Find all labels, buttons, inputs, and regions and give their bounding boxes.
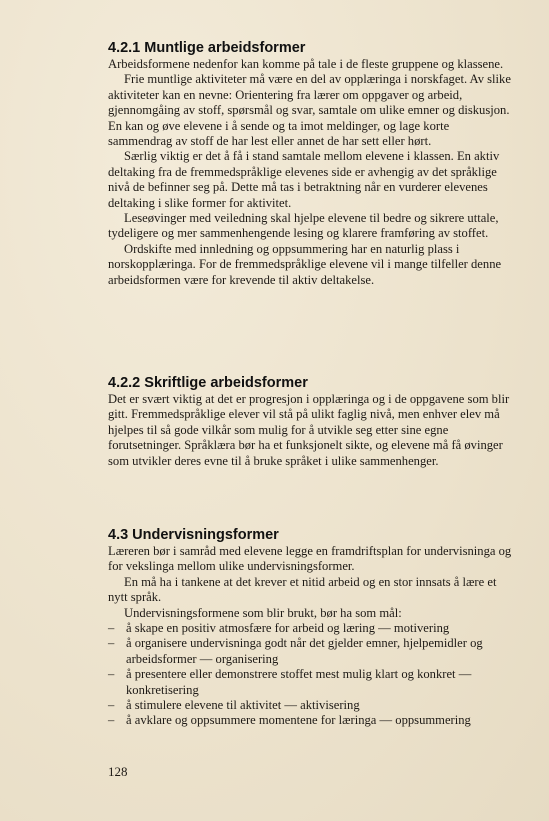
list-item xyxy=(108,667,516,698)
list-item-text: å presentere eller demonstrere stoffet mest mulig klart og konkret — konkretisering xyxy=(126,667,472,697)
dash-bullet: – xyxy=(108,667,115,682)
paragraph: Leseøvinger med veiledning skal hjelpe elevene til bedre og sikrere uttale, tydeligere og mer sammenhengende lesing og klarere framføring av stoffet. xyxy=(108,211,499,241)
list-item-text: å organisere undervisninga godt når det gjelder emner, hjelpemidler og arbeidsformer — organisering xyxy=(126,636,483,666)
paragraph: Undervisningsformene som blir brukt, bør ha som mål: xyxy=(124,605,402,620)
paragraph: Særlig viktig er det å få i stand samtale mellom elevene i klassen. En aktiv deltaking fra de fremmedspråklige elevenes side er avhengig av det språklige nivå de befinner seg på. Dette må tas i betraktning når en vurderer elevenes deltaking i slike former for aktivitet. xyxy=(108,149,500,210)
section-heading: 4.2.2 Skriftlige arbeidsformer xyxy=(108,375,308,391)
paragraph: Det er svært viktig at det er progresjon i opplæringa og i de oppgavene som blir gitt. Fremmedspråklige elever vil stå på ulikt faglig nivå, men enhver elev må hjelpes til så gode vilkår som mulig for å utvikle seg etter sine egne forutsetninger. Språklæra bør ha et funksjonelt sikte, og elevene må få øvinger som utvikler deres evne til å bruke språket i ulike sammenhenger. xyxy=(108,392,510,468)
section-heading: 4.2.1 Muntlige arbeidsformer xyxy=(108,40,306,56)
list-item-text: å skape en positiv atmosfære for arbeid og læring — motivering xyxy=(126,621,450,636)
paragraph: Ordskifte med innledning og oppsummering har en naturlig plass i norskopplæringa. For de fremmedspråklige elevene vil i mange tilfeller denne arbeidsformen være for krevende til aktiv deltakelse. xyxy=(108,241,502,287)
list-item-text: å stimulere elevene til aktivitet — aktivisering xyxy=(126,698,360,713)
section-heading: 4.3 Undervisningsformer xyxy=(108,527,279,543)
list-item-text: å avklare og oppsummere momentene for læringa — oppsummering xyxy=(126,713,471,728)
section-4-2-1 xyxy=(108,40,516,288)
dash-bullet: – xyxy=(108,713,115,728)
paragraph: En må ha i tankene at det krever et nitid arbeid og en stor innsats å lære et nytt språk. xyxy=(108,574,497,605)
goals-list xyxy=(108,621,516,729)
list-item xyxy=(108,698,516,713)
dash-bullet: – xyxy=(108,698,115,713)
list-item xyxy=(108,713,516,728)
dash-bullet: – xyxy=(108,636,115,651)
list-item xyxy=(108,636,516,667)
list-item xyxy=(108,621,516,636)
section-4-3 xyxy=(108,527,516,729)
paragraph: Arbeidsformene nedenfor kan komme på tale i de fleste gruppene og klassene. xyxy=(108,57,504,71)
section-4-2-2 xyxy=(108,375,516,469)
paragraph: Frie muntlige aktiviteter må være en del av opplæringa i norskfaget. Av slike aktiviteter kan en nevne: Orientering fra lærer om oppgaver og arbeid, gjennomgåing av stoff, spørsmål og svar, samtale om ulike emner og diskusjon. En kan og øve elevene i å sende og ta imot meldinger, og lage korte sammendrag av stoff de har lest eller annet de har sett eller hørt. xyxy=(108,72,511,149)
page-number: 128 xyxy=(108,764,128,779)
dash-bullet: – xyxy=(108,621,115,636)
paragraph: Læreren bør i samråd med elevene legge en framdriftsplan for undervisninga og for vekslinga mellom ulike undervisningsformer. xyxy=(108,544,512,574)
